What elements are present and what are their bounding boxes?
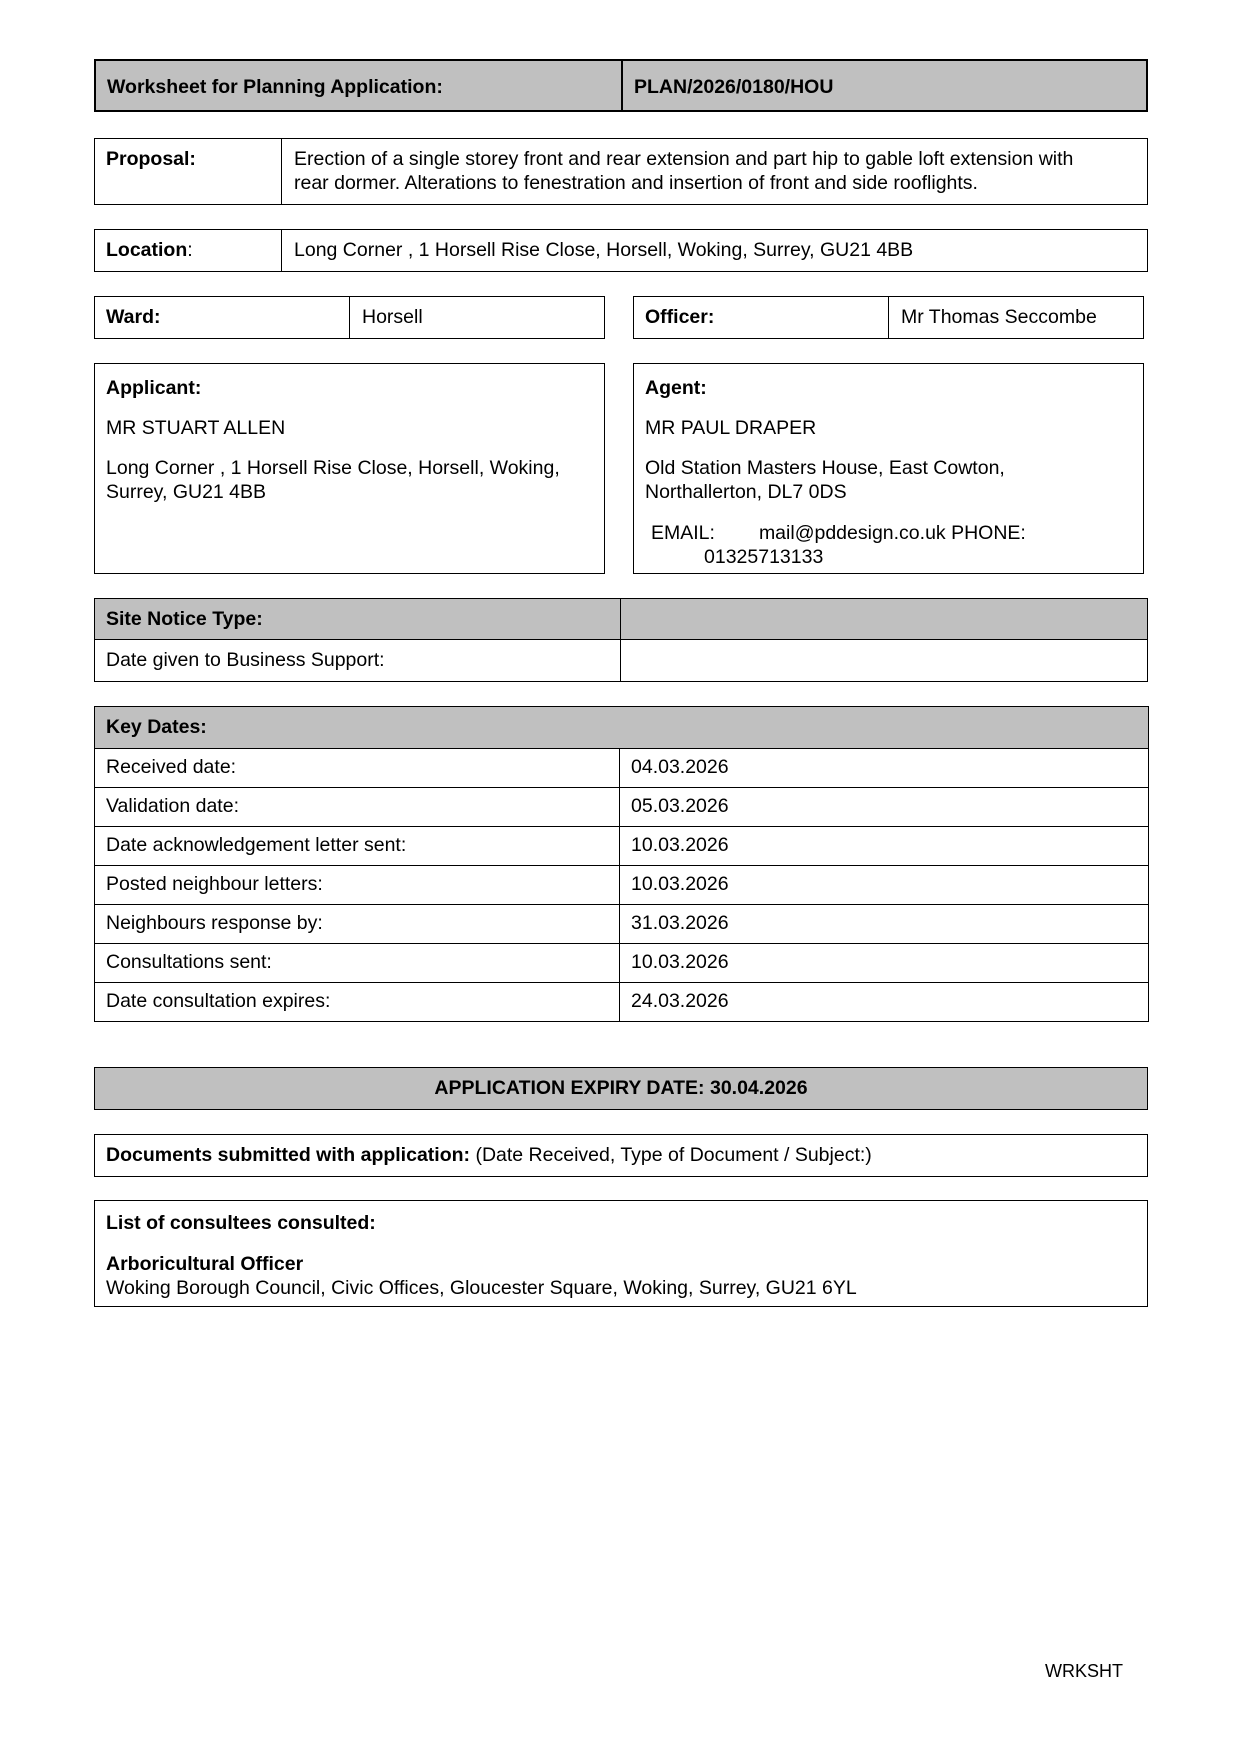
applicant-box: [94, 363, 605, 574]
consultee-item: [95, 1244, 868, 1310]
key-date-value: 05.03.2026: [620, 788, 1149, 827]
ward-box: [94, 296, 605, 339]
key-date-label: Date consultation expires:: [95, 983, 620, 1022]
table-row: [95, 788, 1149, 827]
table-row: [95, 944, 1149, 983]
key-dates-header-row: [95, 707, 1149, 749]
proposal-label: Proposal:: [106, 148, 196, 170]
key-date-label: Received date:: [95, 749, 620, 788]
key-date-value: 10.03.2026: [620, 944, 1149, 983]
agent-address-line-1: Old Station Masters House, East Cowton,: [645, 457, 1005, 479]
table-row: [95, 827, 1149, 866]
application-expiry-date: APPLICATION EXPIRY DATE: 30.04.2026: [434, 1077, 808, 1099]
agent-label: Agent:: [645, 377, 707, 399]
proposal-text: [283, 139, 1145, 205]
documents-note: (Date Received, Type of Document / Subject:): [475, 1144, 872, 1166]
business-support-date-label: Date given to Business Support:: [106, 649, 385, 671]
applicant-address-line-2: Surrey, GU21 4BB: [106, 480, 267, 503]
location-box: [94, 229, 1148, 272]
documents-box: [94, 1134, 1148, 1177]
location-divider: [281, 230, 282, 271]
key-date-value: 24.03.2026: [620, 983, 1149, 1022]
proposal-box: [94, 138, 1148, 205]
agent-email-label: EMAIL:: [651, 522, 715, 544]
key-date-label: Posted neighbour letters:: [95, 866, 620, 905]
agent-name: MR PAUL DRAPER: [645, 417, 817, 439]
site-notice-type-value: [622, 599, 644, 617]
agent-box: [633, 363, 1144, 574]
table-row: [95, 866, 1149, 905]
table-row: [95, 983, 1149, 1022]
proposal-divider: [281, 139, 282, 204]
table-row: [95, 749, 1149, 788]
applicant-address: [95, 448, 571, 514]
key-date-label: Neighbours response by:: [95, 905, 620, 944]
agent-address: [634, 448, 1016, 514]
agent-address-line-2: Northallerton, DL7 0DS: [645, 480, 847, 503]
key-date-label: Date acknowledgement letter sent:: [95, 827, 620, 866]
site-notice-col-divider: [620, 599, 621, 681]
applicant-address-line-1: Long Corner , 1 Horsell Rise Close, Horsell, Woking,: [106, 457, 560, 479]
ward-label: Ward:: [106, 306, 161, 328]
location-label: [95, 230, 204, 272]
proposal-line-2: rear dormer. Alterations to fenestration and insertion of front and side rooflights.: [294, 171, 978, 194]
officer-value: Mr Thomas Seccombe: [901, 306, 1097, 328]
key-date-value: 10.03.2026: [620, 827, 1149, 866]
site-notice-box: [94, 598, 1148, 682]
worksheet-title: Worksheet for Planning Application:: [107, 76, 443, 98]
ward-value: Horsell: [362, 306, 423, 328]
location-label-colon: :: [187, 239, 193, 261]
officer-label: Officer:: [645, 306, 715, 328]
documents-line: [95, 1135, 883, 1177]
worksheet-header: [94, 59, 1148, 112]
agent-email-value: mail@pddesign.co.uk PHONE:: [758, 522, 1026, 544]
key-date-value: 04.03.2026: [620, 749, 1149, 788]
proposal-line-1: Erection of a single storey front and rear extension and part hip to gable loft extension with: [294, 148, 1074, 170]
applicant-name: MR STUART ALLEN: [106, 417, 286, 439]
consultees-box: [94, 1200, 1148, 1307]
key-date-value: 31.03.2026: [620, 905, 1149, 944]
officer-divider: [888, 297, 889, 338]
application-expiry-box: [94, 1067, 1148, 1110]
key-date-value: 10.03.2026: [620, 866, 1149, 905]
ward-divider: [349, 297, 350, 338]
key-date-label: Validation date:: [95, 788, 620, 827]
footer-code: WRKSHT: [1045, 1661, 1123, 1681]
officer-box: [633, 296, 1144, 339]
application-reference: PLAN/2026/0180/HOU: [634, 76, 834, 98]
key-dates-heading: Key Dates:: [95, 707, 1149, 749]
key-date-label: Consultations sent:: [95, 944, 620, 983]
site-notice-type-label: Site Notice Type:: [106, 608, 263, 630]
business-support-date-value: [622, 640, 644, 658]
location-value: Long Corner , 1 Horsell Rise Close, Horsell, Woking, Surrey, GU21 4BB: [294, 239, 914, 261]
table-row: [95, 905, 1149, 944]
consultee-address: Woking Borough Council, Civic Offices, Gloucester Square, Woking, Surrey, GU21 6YL: [106, 1276, 857, 1299]
agent-phone: 01325713133: [704, 546, 824, 568]
documents-label: Documents submitted with application:: [106, 1144, 471, 1166]
location-label-text: Location: [106, 239, 188, 261]
key-dates-table: [94, 706, 1149, 1022]
consultees-heading: List of consultees consulted:: [106, 1212, 376, 1234]
applicant-label: Applicant:: [106, 377, 202, 399]
consultee-name: Arboricultural Officer: [106, 1253, 304, 1275]
